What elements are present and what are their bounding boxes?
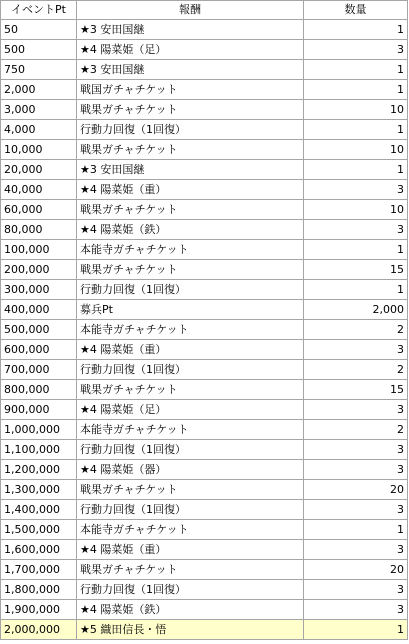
reward-cell: 戦果ガチャチケット: [77, 560, 304, 580]
table-row: [1, 140, 408, 160]
reward-cell: ★3 安田国継: [77, 20, 304, 40]
quantity-cell: 2: [304, 420, 408, 440]
quantity-cell: 3: [304, 340, 408, 360]
table-row: [1, 200, 408, 220]
table-row: [1, 520, 408, 540]
event-pt-cell: 700,000: [1, 360, 77, 380]
reward-cell: 本能寺ガチャチケット: [77, 320, 304, 340]
table-row: [1, 480, 408, 500]
reward-cell: 戦果ガチャチケット: [77, 140, 304, 160]
event-pt-cell: 500: [1, 40, 77, 60]
quantity-cell: 1: [304, 80, 408, 100]
event-pt-cell: 800,000: [1, 380, 77, 400]
reward-cell: ★3 安田国継: [77, 160, 304, 180]
event-pt-cell: 4,000: [1, 120, 77, 140]
reward-cell: ★4 陽菜姫（足）: [77, 400, 304, 420]
reward-cell: 本能寺ガチャチケット: [77, 520, 304, 540]
header-event-pt: イベントPt: [1, 1, 77, 20]
quantity-cell: 10: [304, 200, 408, 220]
table-row: [1, 400, 408, 420]
event-pt-cell: 50: [1, 20, 77, 40]
reward-cell: ★4 陽菜姫（重）: [77, 340, 304, 360]
quantity-cell: 1: [304, 520, 408, 540]
event-pt-cell: 200,000: [1, 260, 77, 280]
event-pt-cell: 300,000: [1, 280, 77, 300]
event-pt-cell: 1,100,000: [1, 440, 77, 460]
reward-cell: ★5 織田信長・悟: [77, 620, 304, 640]
event-pt-cell: 400,000: [1, 300, 77, 320]
reward-cell: 行動力回復（1回復）: [77, 360, 304, 380]
table-row: [1, 560, 408, 580]
table-row: [1, 600, 408, 620]
event-pt-cell: 900,000: [1, 400, 77, 420]
event-pt-cell: 10,000: [1, 140, 77, 160]
quantity-cell: 3: [304, 440, 408, 460]
quantity-cell: 2,000: [304, 300, 408, 320]
reward-cell: ★4 陽菜姫（重）: [77, 180, 304, 200]
table-row: [1, 580, 408, 600]
quantity-cell: 15: [304, 260, 408, 280]
reward-cell: ★3 安田国継: [77, 60, 304, 80]
event-pt-cell: 2,000: [1, 80, 77, 100]
event-pt-cell: 20,000: [1, 160, 77, 180]
reward-cell: 募兵Pt: [77, 300, 304, 320]
event-pt-cell: 600,000: [1, 340, 77, 360]
event-pt-cell: 80,000: [1, 220, 77, 240]
table-row: [1, 300, 408, 320]
event-pt-cell: 3,000: [1, 100, 77, 120]
table-row: [1, 180, 408, 200]
quantity-cell: 3: [304, 180, 408, 200]
table-body: [1, 20, 408, 640]
event-pt-cell: 500,000: [1, 320, 77, 340]
quantity-cell: 1: [304, 280, 408, 300]
reward-cell: 戦果ガチャチケット: [77, 380, 304, 400]
table-header: [1, 1, 408, 20]
reward-cell: ★4 陽菜姫（足）: [77, 40, 304, 60]
table-row: [1, 240, 408, 260]
event-pt-cell: 40,000: [1, 180, 77, 200]
event-pt-cell: 100,000: [1, 240, 77, 260]
quantity-cell: 3: [304, 400, 408, 420]
quantity-cell: 1: [304, 120, 408, 140]
reward-cell: 行動力回復（1回復）: [77, 500, 304, 520]
reward-cell: 行動力回復（1回復）: [77, 280, 304, 300]
event-pt-cell: 1,000,000: [1, 420, 77, 440]
reward-cell: 行動力回復（1回復）: [77, 440, 304, 460]
quantity-cell: 10: [304, 100, 408, 120]
quantity-cell: 1: [304, 160, 408, 180]
table-row: [1, 340, 408, 360]
quantity-cell: 20: [304, 480, 408, 500]
table-row: [1, 20, 408, 40]
event-pt-cell: 2,000,000: [1, 620, 77, 640]
table-row: [1, 80, 408, 100]
table-row: [1, 460, 408, 480]
event-pt-cell: 1,600,000: [1, 540, 77, 560]
event-pt-cell: 750: [1, 60, 77, 80]
quantity-cell: 20: [304, 560, 408, 580]
table-row: [1, 500, 408, 520]
reward-cell: 戦果ガチャチケット: [77, 480, 304, 500]
reward-cell: 戦果ガチャチケット: [77, 200, 304, 220]
table-row: [1, 540, 408, 560]
event-pt-cell: 1,300,000: [1, 480, 77, 500]
quantity-cell: 3: [304, 500, 408, 520]
quantity-cell: 15: [304, 380, 408, 400]
table-row: [1, 100, 408, 120]
event-pt-cell: 1,700,000: [1, 560, 77, 580]
quantity-cell: 1: [304, 240, 408, 260]
table-row: [1, 220, 408, 240]
event-pt-cell: 1,900,000: [1, 600, 77, 620]
table-row: [1, 320, 408, 340]
event-pt-cell: 1,800,000: [1, 580, 77, 600]
reward-cell: 本能寺ガチャチケット: [77, 240, 304, 260]
quantity-cell: 3: [304, 460, 408, 480]
event-pt-cell: 1,400,000: [1, 500, 77, 520]
reward-cell: ★4 陽菜姫（重）: [77, 540, 304, 560]
reward-cell: 行動力回復（1回復）: [77, 580, 304, 600]
header-row: [1, 1, 408, 20]
table-row: [1, 280, 408, 300]
quantity-cell: 3: [304, 580, 408, 600]
reward-cell: 戦国ガチャチケット: [77, 80, 304, 100]
table-row: [1, 620, 408, 640]
reward-cell: ★4 陽菜姫（鉄）: [77, 600, 304, 620]
table-row: [1, 40, 408, 60]
reward-cell: ★4 陽菜姫（器）: [77, 460, 304, 480]
reward-cell: 行動力回復（1回復）: [77, 120, 304, 140]
quantity-cell: 1: [304, 60, 408, 80]
reward-cell: ★4 陽菜姫（鉄）: [77, 220, 304, 240]
quantity-cell: 3: [304, 540, 408, 560]
quantity-cell: 1: [304, 620, 408, 640]
reward-cell: 戦果ガチャチケット: [77, 260, 304, 280]
quantity-cell: 2: [304, 360, 408, 380]
table-row: [1, 360, 408, 380]
quantity-cell: 3: [304, 40, 408, 60]
event-pt-cell: 60,000: [1, 200, 77, 220]
reward-cell: 戦果ガチャチケット: [77, 100, 304, 120]
table-row: [1, 160, 408, 180]
table-row: [1, 380, 408, 400]
table-row: [1, 120, 408, 140]
quantity-cell: 3: [304, 600, 408, 620]
event-pt-cell: 1,500,000: [1, 520, 77, 540]
event-pt-cell: 1,200,000: [1, 460, 77, 480]
table-row: [1, 260, 408, 280]
table-row: [1, 440, 408, 460]
quantity-cell: 2: [304, 320, 408, 340]
quantity-cell: 10: [304, 140, 408, 160]
reward-cell: 本能寺ガチャチケット: [77, 420, 304, 440]
table-row: [1, 420, 408, 440]
header-reward: 報酬: [77, 1, 304, 20]
header-quantity: 数量: [304, 1, 408, 20]
quantity-cell: 1: [304, 20, 408, 40]
quantity-cell: 3: [304, 220, 408, 240]
table-row: [1, 60, 408, 80]
